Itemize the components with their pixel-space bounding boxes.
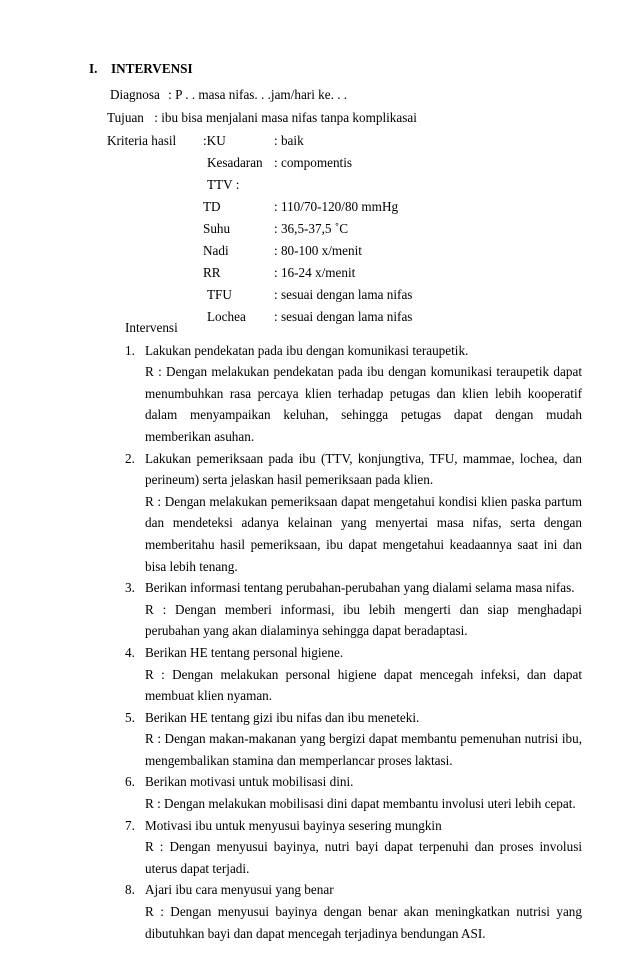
kriteria-value: : 36,5-37,5 ˚C <box>274 221 348 236</box>
item-text: Lakukan pemeriksaan pada ibu (TTV, konjungtiva, TFU, mammae, lochea, dan perineum) serta jelaskan hasil pemeriksaan pada klien. <box>145 450 582 488</box>
item-number: 2. <box>125 450 135 466</box>
intervensi-item <box>125 879 582 944</box>
diagnosa-value: P . . masa nifas. . .jam/hari ke. . . <box>175 87 348 102</box>
kriteria-value: : 80-100 x/menit <box>274 243 362 258</box>
item-number: 1. <box>125 342 135 358</box>
kriteria-value: : sesuai dengan lama nifas <box>274 287 413 302</box>
item-text: Berikan motivasi untuk mobilisasi dini. <box>145 774 354 790</box>
item-number: 3. <box>125 580 135 596</box>
tujuan-row <box>107 107 417 129</box>
item-rationale: R : Dengan makan-makanan yang bergizi dapat membantu pemenuhan nutrisi ibu, mengembalikan stamina dan memperlancar proses laktasi. <box>145 731 582 768</box>
item-rationale: R : Dengan melakukan pemeriksaan dapat mengetahui kondisi klien paska partum dan mendeteksi adanya kelainan yang menyertai masa nifas, serta dengan memberitahu hasil pemeriksaan, ibu dapat mengetahui keadaannya saat ini dan bisa lebih tenang. <box>145 493 582 574</box>
item-text: Berikan HE tentang gizi ibu nifas dan ibu meneteki. <box>145 709 420 725</box>
item-number: 8. <box>125 882 135 898</box>
item-rationale: R : Dengan memberi informasi, ibu lebih mengerti dan siap menghadapi perubahan yang akan dialaminya sehingga dapat beradaptasi. <box>145 601 582 639</box>
kriteria-key: TD <box>203 199 221 214</box>
kriteria-key: TTV : <box>207 177 240 192</box>
item-text: Lakukan pendekatan pada ibu dengan komunikasi teraupetik. <box>145 342 469 358</box>
item-rationale: R : Dengan melakukan personal higiene dapat mencegah infeksi, dan dapat membuat klien nyaman. <box>145 666 582 704</box>
intervensi-item <box>125 815 582 880</box>
kriteria-key: Nadi <box>203 243 229 258</box>
kriteria-key: Suhu <box>203 221 231 236</box>
intervensi-item <box>125 771 582 814</box>
item-text: Berikan HE tentang personal higiene. <box>145 644 344 660</box>
item-rationale: R : Dengan menyusui bayinya dengan benar akan meningkatkan nutrisi yang dibutuhkan bayi dan dapat mencegah terjadinya bendungan ASI. <box>145 904 582 941</box>
tujuan-separator: : <box>154 110 158 125</box>
item-number: 7. <box>125 817 135 833</box>
kriteria-value: : sesuai dengan lama nifas <box>274 309 413 324</box>
kriteria-value: : baik <box>274 133 304 148</box>
intervensi-item <box>125 577 582 642</box>
intervensi-label: Intervensi <box>125 320 178 335</box>
item-text: Ajari ibu cara menyusui yang benar <box>145 882 334 898</box>
item-text: Berikan informasi tentang perubahan-perubahan yang dialami selama masa nifas. <box>145 580 575 596</box>
kriteria-key: Kesadaran <box>207 155 263 170</box>
intervensi-section <box>125 317 582 944</box>
kriteria-value: : compomentis <box>274 155 353 170</box>
tujuan-label: Tujuan <box>107 110 144 125</box>
kriteria-key: RR <box>203 265 221 280</box>
section-title: INTERVENSI <box>111 61 193 76</box>
kriteria-label: Kriteria hasil <box>107 133 177 148</box>
item-number: 4. <box>125 644 135 660</box>
item-text: Motivasi ibu untuk menyusui bayinya sesering mungkin <box>145 817 442 833</box>
section-number: I. <box>89 61 98 76</box>
kriteria-value: : 110/70-120/80 mmHg <box>274 199 399 214</box>
tujuan-value: ibu bisa menjalani masa nifas tanpa komplikasai <box>161 110 417 125</box>
intervensi-item <box>125 642 582 707</box>
diagnosa-separator: : <box>168 87 172 102</box>
section-heading <box>89 58 193 80</box>
diagnosa-row <box>110 84 347 106</box>
kriteria-key: TFU <box>207 287 232 302</box>
diagnosa-label: Diagnosa <box>110 87 160 102</box>
kriteria-key: :KU <box>203 133 226 148</box>
item-number: 5. <box>125 709 135 725</box>
item-number: 6. <box>125 774 135 790</box>
item-rationale: R : Dengan melakukan mobilisasi dini dapat membantu involusi uteri lebih cepat. <box>145 796 576 812</box>
intervensi-item <box>125 340 582 448</box>
kriteria-key: Lochea <box>207 309 246 324</box>
kriteria-value: : 16-24 x/menit <box>274 265 356 280</box>
item-rationale: R : Dengan melakukan pendekatan pada ibu dengan komunikasi teraupetik dapat menumbuhkan rasa percaya klien terhadap petugas dan klien lebih kooperatif dalam menyampaikan keluhan, sehingga petugas dapat dengan mudah memberikan asuhan. <box>145 364 582 444</box>
intervensi-item <box>125 448 582 578</box>
item-rationale: R : Dengan menyusui bayinya, nutri bayi dapat terpenuhi dan proses involusi uterus dapat terjadi. <box>145 839 582 876</box>
intervensi-item <box>125 707 582 772</box>
